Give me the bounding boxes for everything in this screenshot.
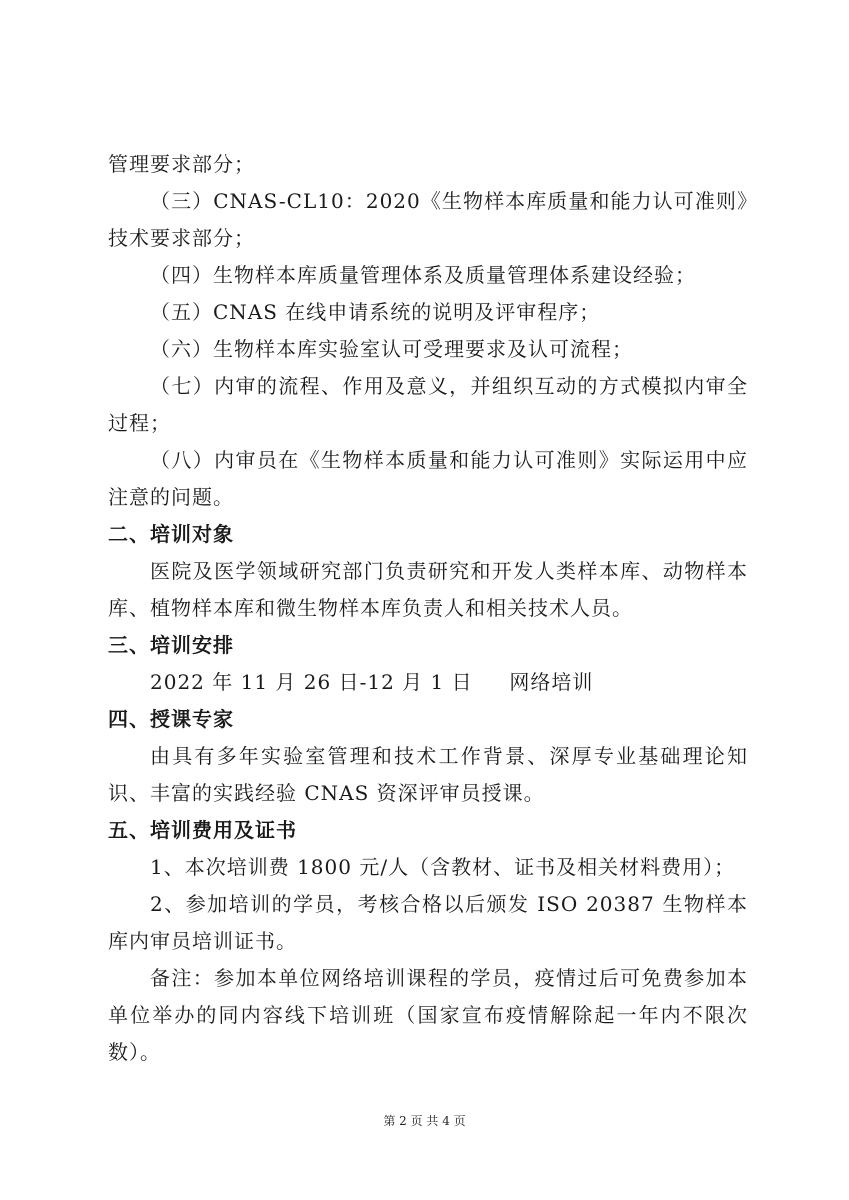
list-item-6: （六）生物样本库实验室认可受理要求及认可流程； — [150, 337, 633, 361]
document-body — [108, 146, 748, 1071]
list-item-5: （五）CNAS 在线申请系统的说明及评审程序； — [150, 300, 601, 324]
fee-item-2: 2、参加培训的学员，考核合格以后颁发 ISO 20387 生物样本库内审员培训证书。 — [108, 892, 748, 953]
section-heading-schedule: 三、培训安排 — [108, 633, 234, 657]
section-heading-trainees: 二、培训对象 — [108, 522, 234, 546]
fee-item-1: 1、本次培训费 1800 元/人（含教材、证书及相关材料费用）； — [150, 855, 736, 879]
list-item-8: （八）内审员在《生物样本质量和能力认可准则》实际运用中应注意的问题。 — [108, 448, 748, 509]
section-body-schedule: 2022 年 11 月 26 日-12 月 1 日 网络培训 — [150, 670, 594, 694]
list-item-4: （四）生物样本库质量管理体系及质量管理体系建设经验； — [150, 263, 696, 287]
section-body-experts: 由具有多年实验室管理和技术工作背景、深厚专业基础理论知识、丰富的实践经验 CNAS 资深评审员授课。 — [108, 744, 748, 805]
fee-note: 备注：参加本单位网络培训课程的学员，疫情过后可免费参加本单位举办的同内容线下培训班（国家宣布疫情解除起一年内不限次数）。 — [108, 966, 748, 1064]
page-number: 第 2 页 共 4 页 — [383, 1114, 466, 1128]
section-heading-experts: 四、授课专家 — [108, 707, 234, 731]
section-body-trainees: 医院及医学领域研究部门负责研究和开发人类样本库、动物样本库、植物样本库和微生物样本库负责人和相关技术人员。 — [108, 559, 748, 620]
list-item-3: （三）CNAS-CL10：2020《生物样本库质量和能力认可准则》技术要求部分； — [108, 189, 748, 250]
list-item-7: （七）内审的流程、作用及意义，并组织互动的方式模拟内审全过程； — [108, 374, 748, 435]
paragraph-continuation: 管理要求部分； — [108, 152, 255, 176]
section-heading-fees: 五、培训费用及证书 — [108, 818, 297, 842]
